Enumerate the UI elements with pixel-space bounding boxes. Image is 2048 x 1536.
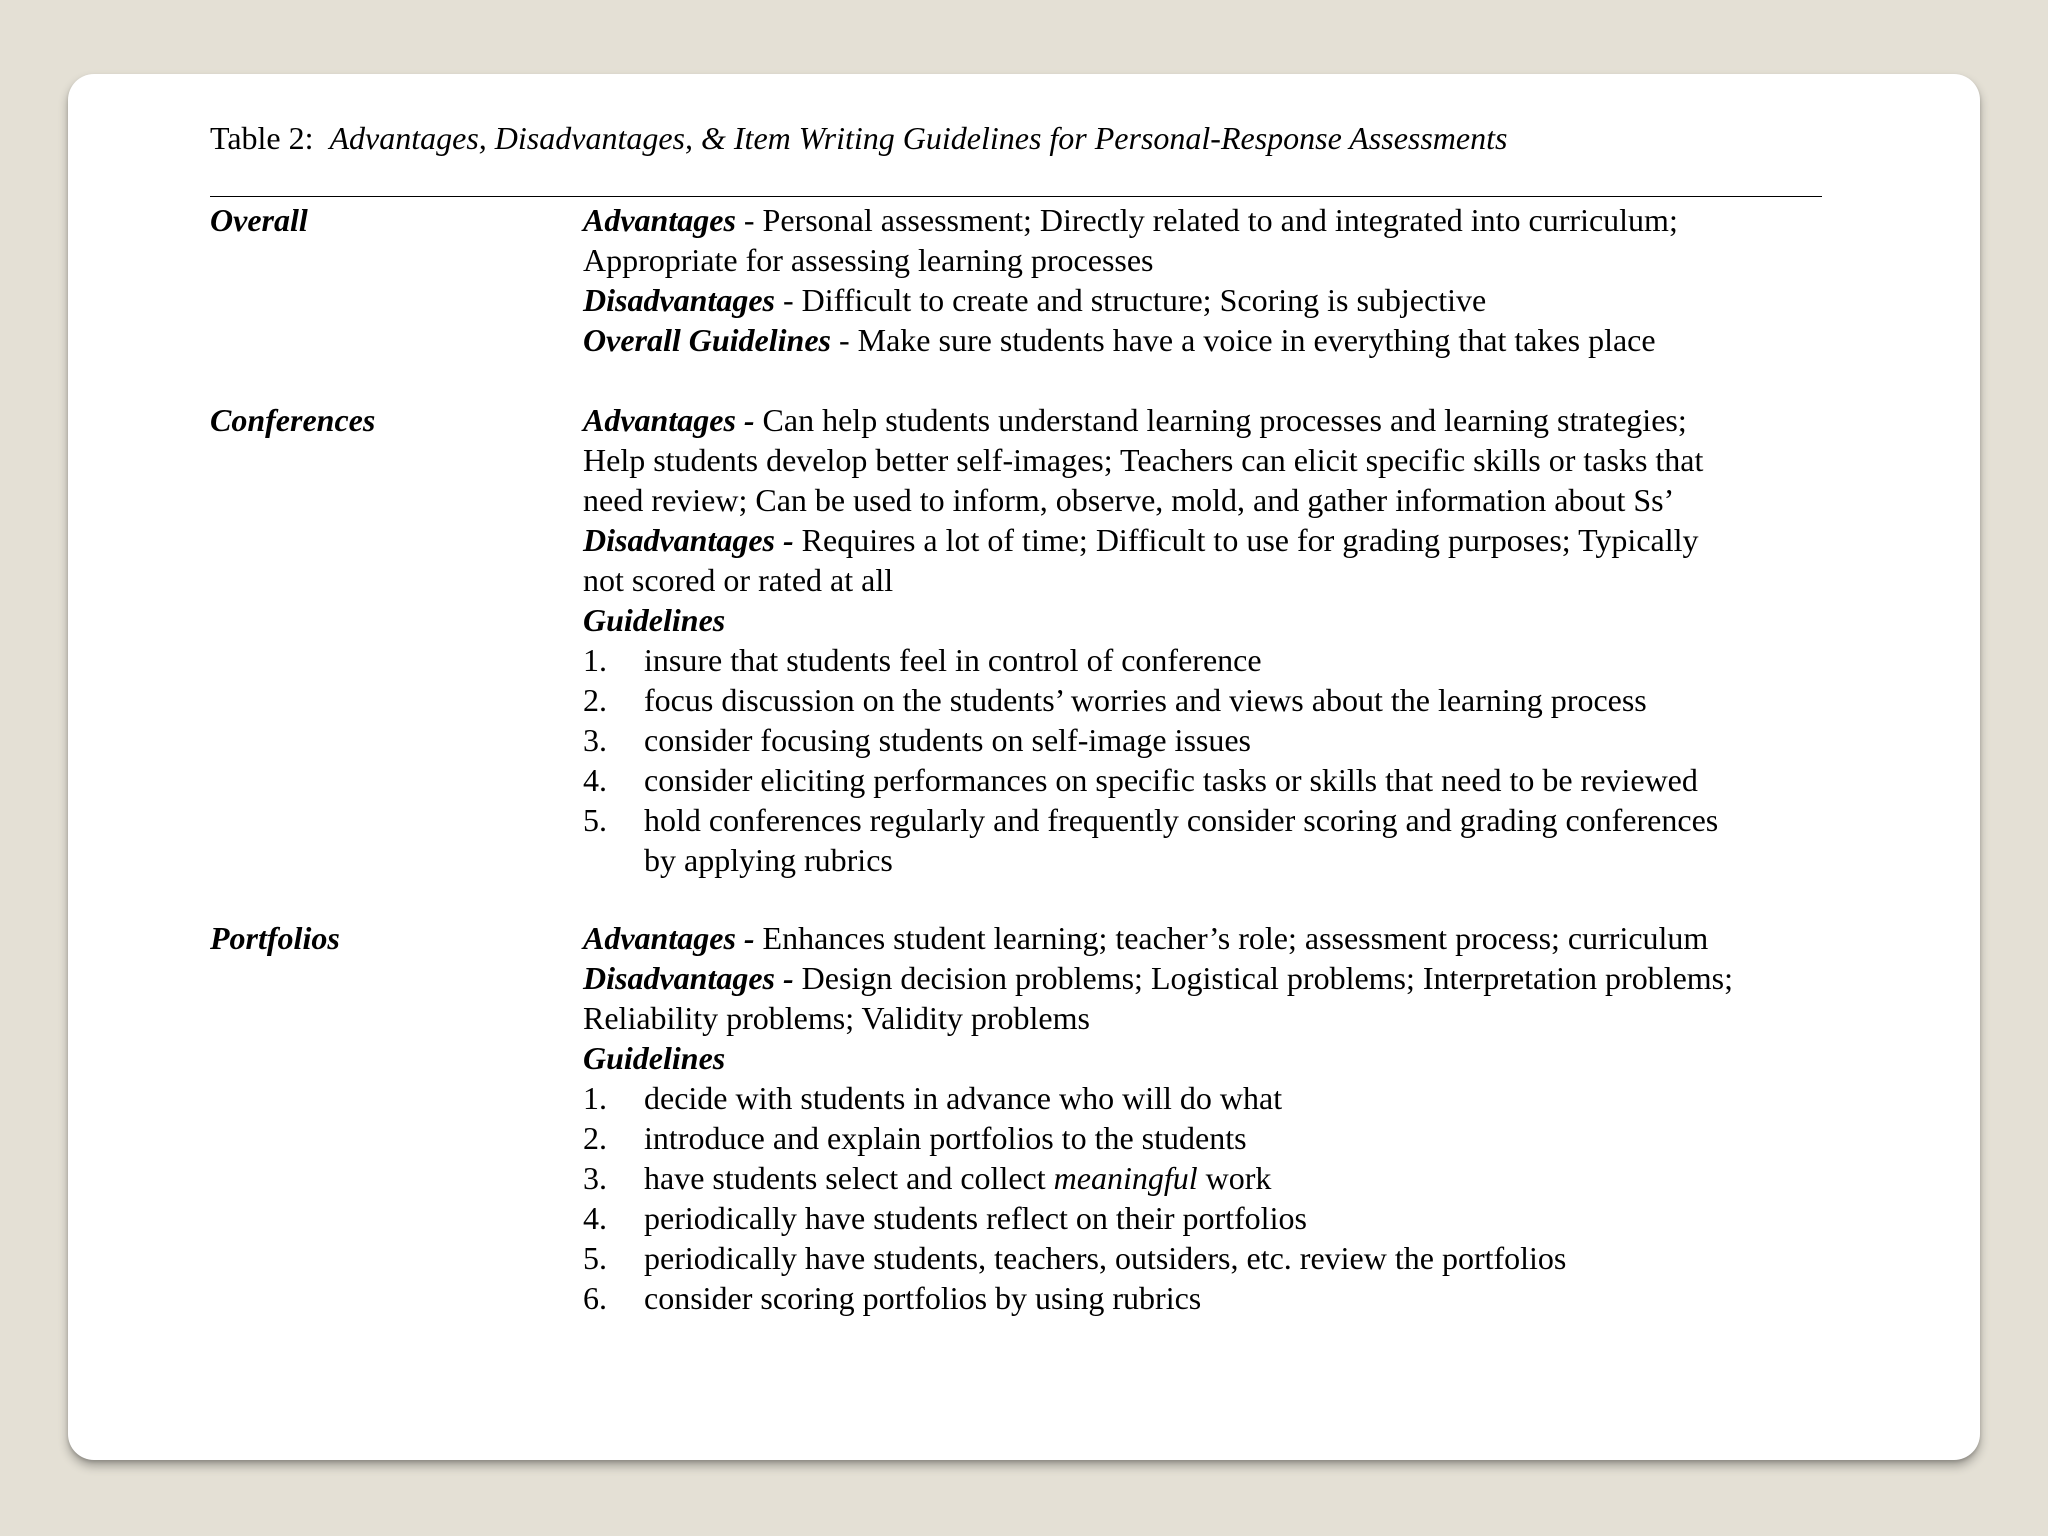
row-label-overall: Overall bbox=[210, 202, 308, 238]
advantages-label: Advantages - bbox=[583, 920, 755, 956]
guidelines-heading: Guidelines bbox=[583, 602, 726, 638]
list-item: 2. introduce and explain portfolios to the students bbox=[583, 1120, 1247, 1156]
conferences-body: Advantages - Can help students understand learning processes and learning strategies; Help students develop better self-images; Teachers can elicit specific skills or tasks that need review; Can be used to inform, observe, mold, and gather information about Ss’ Disadvantages - Requires a lot of time; Difficult to use for grading purposes; Typically not scored or rated at all Guidelines 1. insure that students feel in control of conference 2. focus discussion on the students’ worries and views about the learning process 3. consider focusing students on self-image issues 4. consider eliciting performances on specific tasks or skills that need to be reviewed 5. hold conferences regularly and frequently consider scoring and grading conferences by applying rubrics bbox=[583, 400, 1863, 880]
portfolios-disadvantages: Disadvantages - Design decision problems; Logistical problems; Interpretation problems; bbox=[583, 960, 1734, 996]
list-item: 4. consider eliciting performances on specific tasks or skills that need to be reviewed bbox=[583, 762, 1698, 798]
header-rule bbox=[210, 196, 1822, 197]
portfolios-body: Advantages - Enhances student learning; teacher’s role; assessment process; curriculum Disadvantages - Design decision problems; Logistical problems; Interpretation problems; Reliability problems; Validity problems Guidelines 1. decide with students in advance who will do what 2. introduce and explain portfolios to the students 3. have students select and collect meaningful work 4. periodically have students reflect on their portfolios 5. periodically have students, teachers, outsiders, etc. review the portfolios 6. consider scoring portfolios by using rubrics bbox=[583, 918, 1863, 1318]
list-item: 6. consider scoring portfolios by using rubrics bbox=[583, 1280, 1202, 1316]
list-item: 1. insure that students feel in control of conference bbox=[583, 642, 1262, 678]
overall-disadvantages: Disadvantages - Difficult to create and structure; Scoring is subjective bbox=[583, 282, 1487, 318]
list-item: 2. focus discussion on the students’ worries and views about the learning process bbox=[583, 682, 1647, 718]
overall-body: Advantages - Personal assessment; Directly related to and integrated into curriculum; Appropriate for assessing learning processes Disadvantages - Difficult to create and structure; Scoring is subjective Overall Guidelines - Make sure students have a voice in everything that takes place bbox=[583, 200, 1863, 360]
caption-prefix: Table 2: bbox=[210, 120, 314, 156]
row-label-portfolios: Portfolios bbox=[210, 920, 340, 956]
disadvantages-label: Disadvantages - bbox=[583, 522, 794, 558]
list-item: 5. hold conferences regularly and frequently consider scoring and grading conferences by applying rubrics bbox=[583, 802, 1719, 878]
conferences-disadvantages: Disadvantages - Requires a lot of time; Difficult to use for grading purposes; Typically bbox=[583, 522, 1699, 558]
caption-title: Advantages, Disadvantages, & Item Writing Guidelines for Personal-Response Assessments bbox=[329, 120, 1508, 156]
conferences-advantages: Advantages - Can help students understand learning processes and learning strategies; bbox=[583, 402, 1687, 438]
list-item: 1. decide with students in advance who will do what bbox=[583, 1080, 1283, 1116]
list-item: 3. have students select and collect meaningful work bbox=[583, 1160, 1272, 1196]
overall-advantages: Advantages - Personal assessment; Directly related to and integrated into curriculum; bbox=[583, 202, 1678, 238]
list-item: 3. consider focusing students on self-image issues bbox=[583, 722, 1251, 758]
slide-card bbox=[68, 74, 1980, 1460]
guidelines-label: Overall Guidelines bbox=[583, 322, 831, 358]
list-item: 5. periodically have students, teachers, outsiders, etc. review the portfolios bbox=[583, 1240, 1567, 1276]
list-item: 4. periodically have students reflect on their portfolios bbox=[583, 1200, 1307, 1236]
disadvantages-label: Disadvantages - bbox=[583, 960, 794, 996]
portfolios-advantages: Advantages - Enhances student learning; teacher’s role; assessment process; curriculum bbox=[583, 920, 1709, 956]
guidelines-heading: Guidelines bbox=[583, 1040, 726, 1076]
advantages-label: Advantages bbox=[583, 202, 736, 238]
advantages-label: Advantages - bbox=[583, 402, 755, 438]
disadvantages-label: Disadvantages bbox=[583, 282, 775, 318]
row-label-conferences: Conferences bbox=[210, 402, 376, 438]
emphasis-meaningful: meaningful bbox=[1053, 1160, 1198, 1196]
table-caption bbox=[210, 118, 1507, 158]
overall-guidelines: Overall Guidelines - Make sure students have a voice in everything that takes place bbox=[583, 322, 1656, 358]
